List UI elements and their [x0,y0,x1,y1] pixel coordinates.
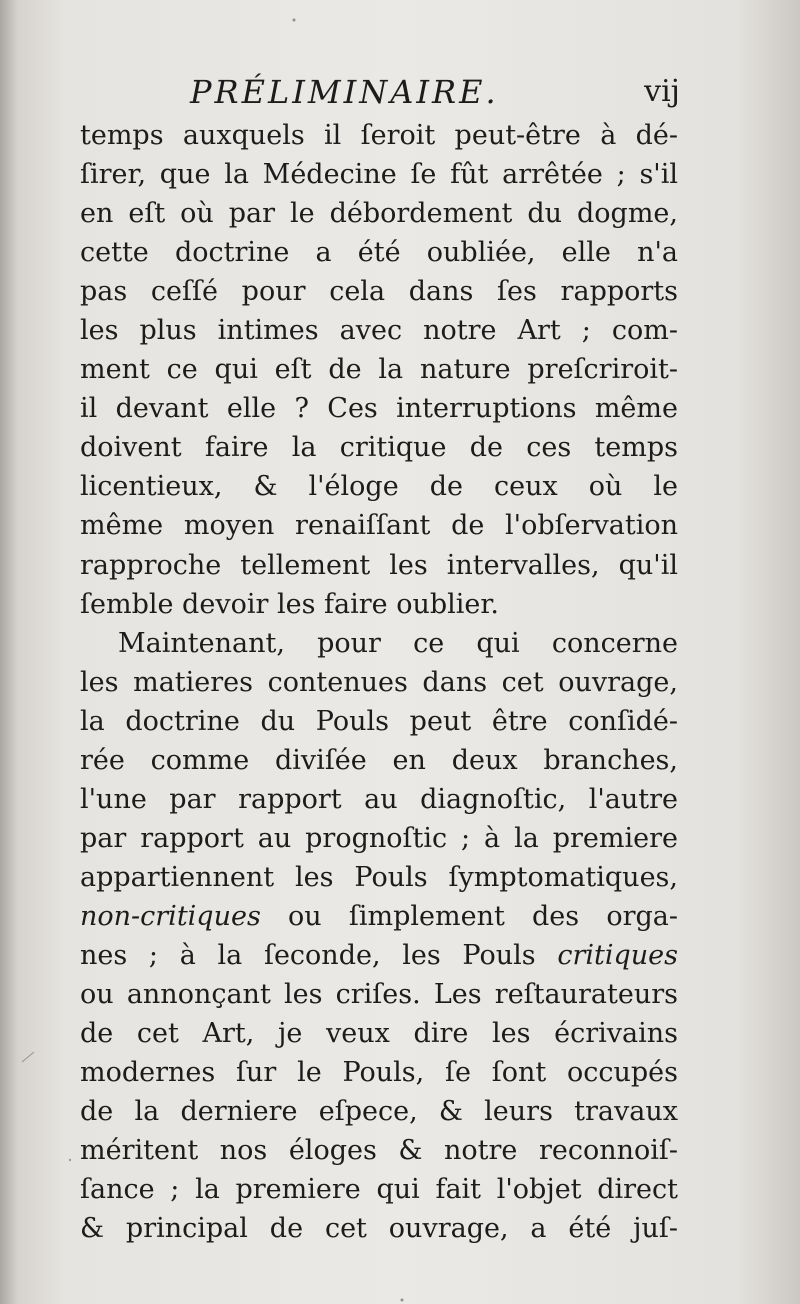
text-line: par rapport au prognoſtic ; à la premiere [80,822,678,854]
text-line: les plus intimes avec notre Art ; com- [80,315,678,347]
running-title: PRÉLIMINAIRE. [190,73,499,111]
text-line: en eſt où par le débordement du dogme, [80,198,678,230]
text-line: temps auxquels il ſeroit peut-être à dé- [80,120,678,151]
text-line: ment ce qui eſt de la nature preſcriroit- [80,354,678,386]
text-line [80,897,678,936]
italic-term: non-critiques [80,900,261,932]
body-text [80,116,678,1248]
text-line: les matieres contenues dans cet ouvrage, [80,666,678,698]
binding-shadow [0,0,18,1304]
text-line: rée comme diviſée en deux branches, [80,744,678,776]
line-segment: nes ; à la ſeconde, les Pouls [80,939,558,971]
text-line: méritent nos éloges & notre reconnoiſ- [80,1135,678,1167]
text-line: de cet Art, je veux dire les écrivains [80,1018,678,1050]
text-line: Maintenant, pour ce qui concerne [118,627,678,659]
text-line: la doctrine du Pouls peut être conſidé- [80,705,678,737]
running-head [80,70,680,114]
text-line: appartiennent les Pouls ſymptomatiques, [80,861,678,893]
text-line: doivent faire la critique de ces temps [80,432,678,464]
text-line: cette doctrine a été oubliée, elle n'a [80,237,678,269]
text-line: de la derniere eſpece, & leurs travaux [80,1096,678,1128]
page-number: vij [644,74,680,109]
text-line: modernes ſur le Pouls, ſe ſont occupés [80,1057,678,1089]
text-line: ſirer, que la Médecine ſe fût arrêtée ; s'il [80,159,678,191]
line-segment: ou ſimplement des orga- [260,900,678,932]
text-line [80,936,678,975]
text-line: pas ceſſé pour cela dans ſes rapports [80,276,678,308]
text-line: l'une par rapport au diagnoſtic, l'autre [80,783,678,815]
text-line: & principal de cet ouvrage, a été juſ- [80,1213,678,1245]
italic-term: critiques [557,939,678,971]
text-line: ſemble devoir les faire oublier. [80,588,499,620]
text-line: rapproche tellement les intervalles, qu'il [80,549,678,581]
text-line: ſance ; la premiere qui fait l'objet direct [80,1174,678,1206]
text-line: même moyen renaiſſant de l'obſervation [80,510,678,542]
text-line: il devant elle ? Ces interruptions même [80,393,678,425]
text-line: licentieux, & l'éloge de ceux où le [80,471,678,503]
text-line: ou annonçant les criſes. Les reſtaurateurs [80,979,678,1011]
